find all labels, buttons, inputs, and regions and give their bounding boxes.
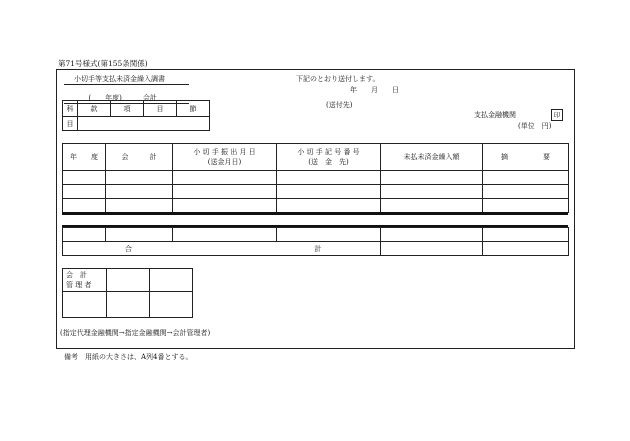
table-row [63,228,569,242]
seal-mark: 印 [551,109,563,121]
cell[interactable] [106,171,173,185]
signature-cell[interactable] [150,292,193,318]
unit-label: (単位 円) [518,122,552,130]
cell[interactable] [277,228,381,242]
kamoku-label-top: 科 [63,101,78,117]
header-check-number: 小 切 手 記 号 番 号 (送 金 先) [277,144,381,171]
cell[interactable] [173,171,277,185]
remarks-note: 備考 用紙の大きさは、A列4番とする。 [64,353,193,361]
cell[interactable] [277,185,381,199]
cell[interactable] [106,199,173,213]
payer-bank-label: 支払金融機関 [474,111,516,119]
kamoku-value-cell[interactable] [78,117,210,131]
total-row [63,242,569,256]
cell[interactable] [106,228,173,242]
routing-text: (指定代理金融機関→指定金融機関→会計管理者) [60,329,211,337]
kamoku-table [62,100,210,131]
cell[interactable] [277,199,381,213]
header-amount: 未払未済金繰入額 [381,144,483,171]
date-line: 年 月 日 [350,86,399,94]
cell[interactable] [381,185,483,199]
total-label: 合 計 [63,242,381,256]
signature-cell[interactable] [150,269,193,292]
cell[interactable] [63,171,106,185]
signature-cell[interactable] [107,269,150,292]
cell[interactable] [483,185,569,199]
cell[interactable] [483,228,569,242]
signature-cell[interactable] [107,292,150,318]
notice-text: 下記のとおり送付します。 [296,75,380,83]
header-remarks: 摘 要 [483,144,569,171]
cell[interactable] [106,185,173,199]
form-number: 第71号様式(第155条関係) [58,59,148,68]
cell[interactable] [173,199,277,213]
document-title: 小切手等支払未済金繰入調書 [64,74,189,85]
signature-table [62,268,193,318]
cell[interactable] [173,185,277,199]
cell[interactable] [63,185,106,199]
kamoku-moku: 目 [144,101,177,117]
header-year: 年 度 [63,144,106,171]
break-line-top [62,212,568,215]
cell[interactable] [483,171,569,185]
main-table-continued [62,227,569,256]
cell[interactable] [63,199,106,213]
table-row [63,171,569,185]
cell[interactable] [277,171,381,185]
cell[interactable] [381,171,483,185]
cell[interactable] [381,199,483,213]
cell[interactable] [173,228,277,242]
kamoku-kan: 款 [78,101,111,117]
cell[interactable] [483,199,569,213]
accounting-manager-label: 会 計 管 理 者 [63,269,107,292]
cell[interactable] [63,228,106,242]
header-account: 会 計 [106,144,173,171]
cell[interactable] [381,228,483,242]
total-amount[interactable] [381,242,483,256]
header-issue-date: 小 切 手 振 出 月 日 (送金月日) [173,144,277,171]
kamoku-kou: 項 [111,101,144,117]
kamoku-setsu: 節 [177,101,210,117]
fiscal-year-account: ( 年度) 会計 [64,85,189,104]
table-row [63,185,569,199]
signature-cell[interactable] [63,292,107,318]
recipient-label: (送付先) [326,101,353,109]
kamoku-label-bottom: 目 [63,117,78,131]
table-row [63,199,569,213]
total-remarks[interactable] [483,242,569,256]
main-table [62,143,569,213]
